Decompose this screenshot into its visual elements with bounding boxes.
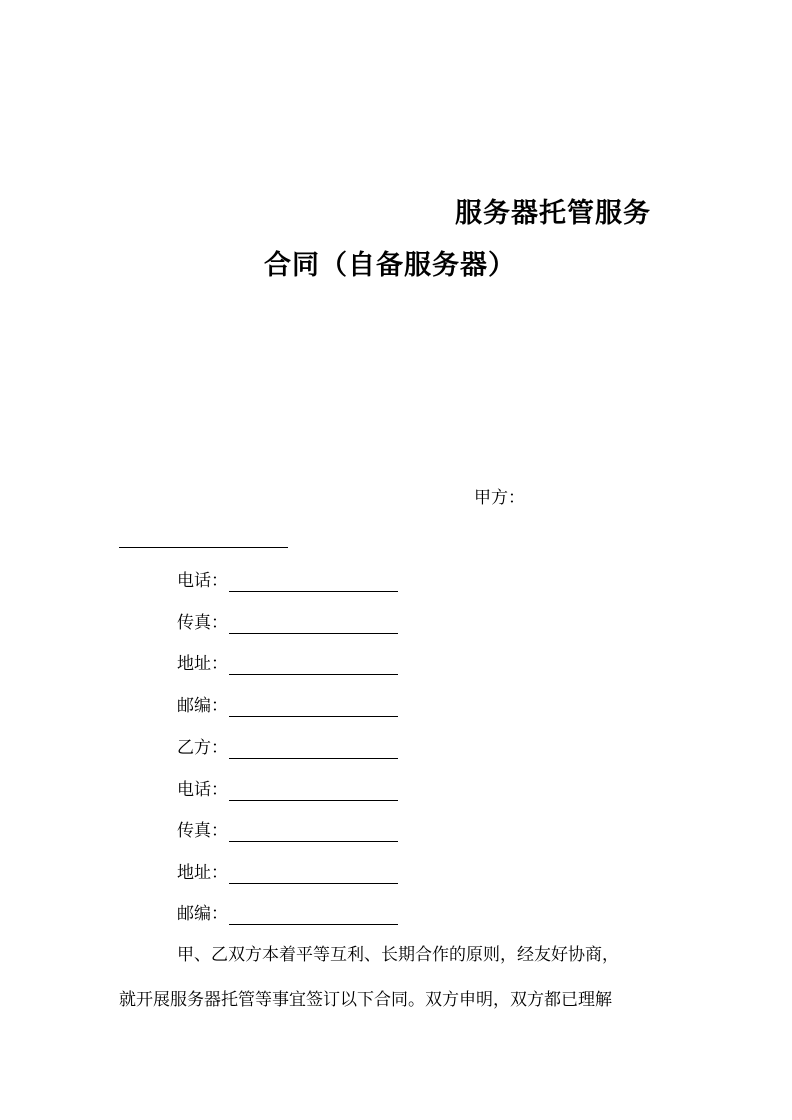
party-a-label: 甲方： bbox=[474, 488, 525, 508]
party-b-phone-field bbox=[177, 778, 398, 802]
field-label: 邮编： bbox=[177, 696, 228, 716]
body-paragraph-line-1: 甲、乙双方本着平等互利、长期合作的原则，经友好协商， bbox=[177, 945, 619, 965]
party-a-name-blank bbox=[119, 547, 288, 548]
contract-title-line-2: 合同（自备服务器） bbox=[264, 250, 516, 281]
fill-in-blank bbox=[229, 924, 398, 925]
fill-in-blank bbox=[229, 883, 398, 884]
party-a-fax-field bbox=[177, 611, 398, 635]
field-label: 地址： bbox=[177, 863, 228, 883]
field-label: 电话： bbox=[177, 571, 228, 591]
body-paragraph-line-2: 就开展服务器托管等事宜签订以下合同。双方申明，双方都已理解 bbox=[119, 990, 612, 1010]
party-b-name-field bbox=[177, 736, 398, 760]
party-b-postcode-field bbox=[177, 902, 398, 926]
contract-title-line-1: 服务器托管服务 bbox=[455, 198, 651, 229]
field-label: 乙方： bbox=[177, 738, 228, 758]
party-a-phone-field bbox=[177, 569, 398, 593]
fill-in-blank bbox=[229, 674, 398, 675]
party-a-postcode-field bbox=[177, 694, 398, 718]
fill-in-blank bbox=[229, 591, 398, 592]
party-b-address-field bbox=[177, 861, 398, 885]
field-label: 传真： bbox=[177, 613, 228, 633]
field-label: 传真： bbox=[177, 821, 228, 841]
party-b-fax-field bbox=[177, 819, 398, 843]
party-a-address-field bbox=[177, 652, 398, 676]
fill-in-blank bbox=[229, 716, 398, 717]
fill-in-blank bbox=[229, 633, 398, 634]
fill-in-blank bbox=[229, 758, 398, 759]
fill-in-blank bbox=[229, 841, 398, 842]
field-label: 地址： bbox=[177, 654, 228, 674]
field-label: 邮编： bbox=[177, 904, 228, 924]
field-label: 电话： bbox=[177, 780, 228, 800]
fill-in-blank bbox=[229, 800, 398, 801]
